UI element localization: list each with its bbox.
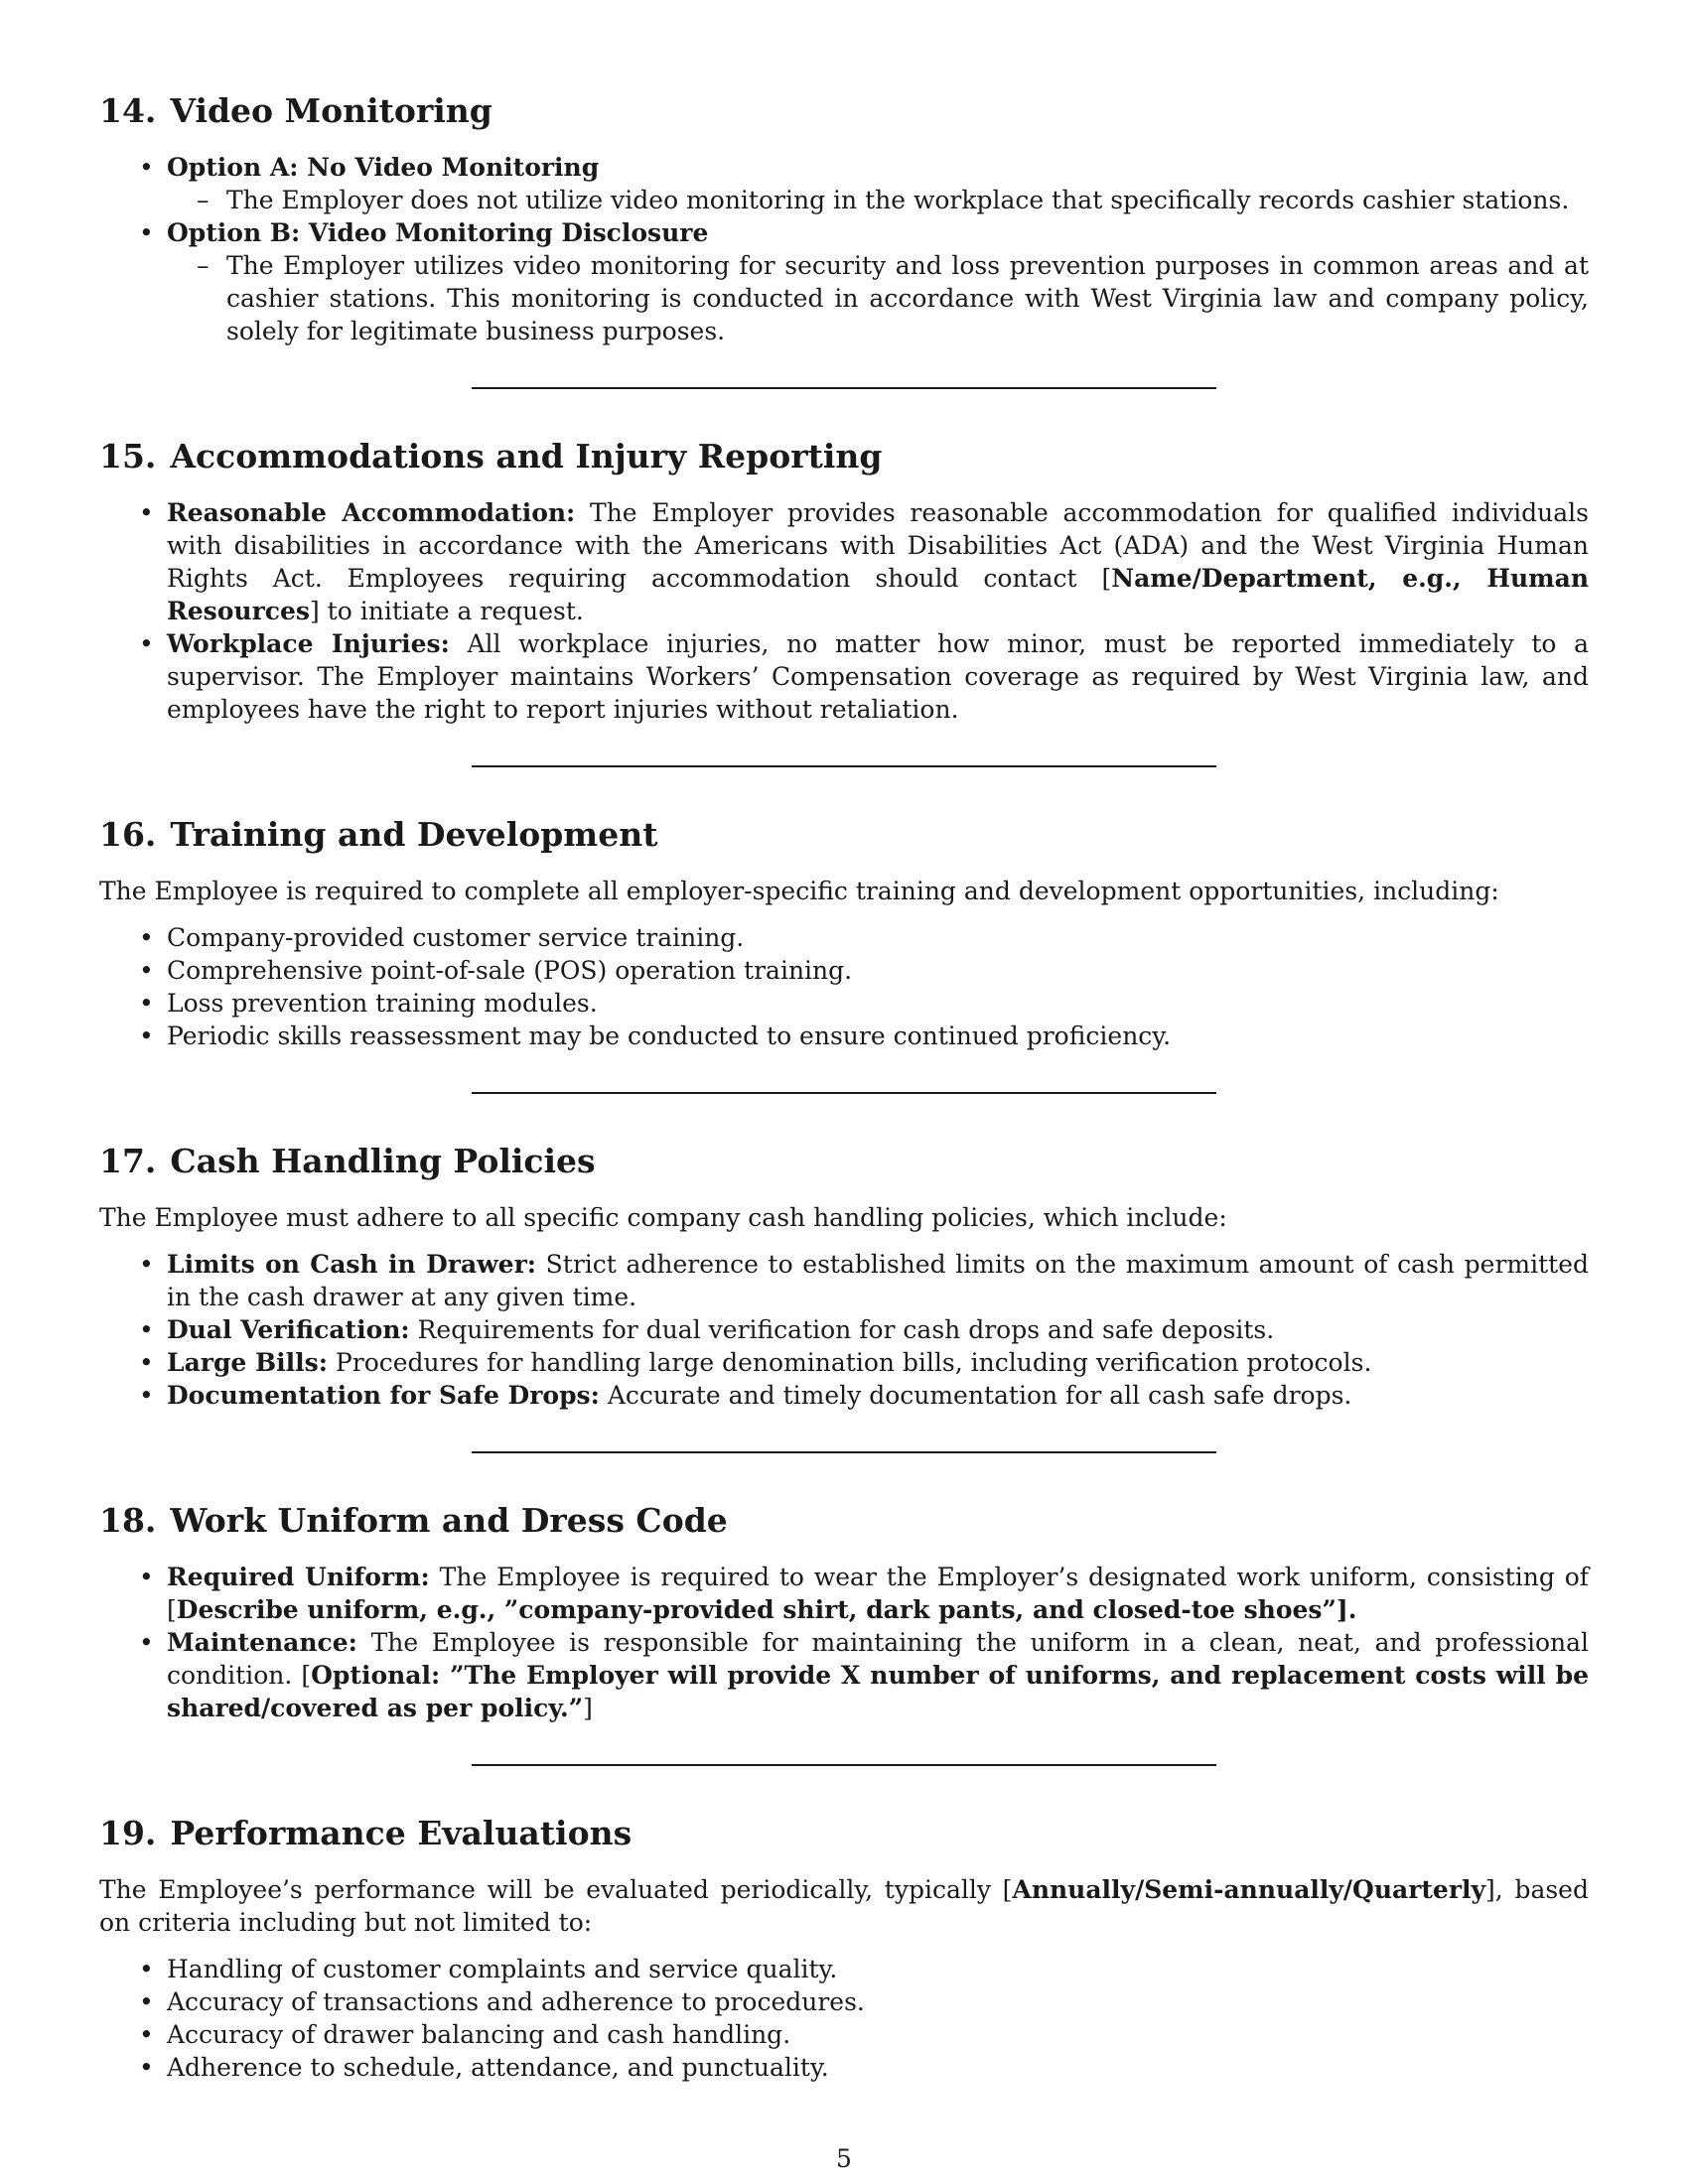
item-label: Dual Verification:	[167, 1315, 410, 1344]
list-item	[167, 1561, 1589, 1626]
list-item: • Accuracy of transactions and adherence to procedures.	[167, 1985, 1589, 2018]
section-number: 15.	[99, 437, 157, 476]
section-title: Performance Evaluations	[170, 1814, 633, 1852]
list-item: • Accuracy of drawer balancing and cash handling.	[167, 2018, 1589, 2051]
list-item: • Loss prevention training modules.	[167, 987, 1589, 1020]
item-label: Required Uniform:	[167, 1563, 430, 1591]
list-item	[167, 627, 1589, 726]
list-item: • Periodic skills reassessment may be conducted to ensure continued proficiency.	[167, 1020, 1589, 1052]
option-list	[99, 151, 1589, 347]
section-16-training	[99, 815, 1589, 1052]
placeholder-text: Name/Department, e.g., Human Resources	[167, 564, 1589, 625]
section-intro	[99, 1873, 1589, 1939]
item-text: All workplace injuries, no matter how minor, must be reported immediately to a supervisor. The Employer maintains Workers’ Compensation coverage as required by West Virginia law, and employees have the right to report injuries without retaliation.	[167, 629, 1589, 724]
section-15-accommodations	[99, 437, 1589, 726]
section-heading	[99, 437, 1589, 477]
item-text: The Employee is responsible for maintaining the uniform in a clean, neat, and professional condition. [	[167, 1628, 1589, 1690]
section-18-uniform	[99, 1501, 1589, 1724]
section-number: 14.	[99, 91, 157, 130]
item-label: Reasonable Accommodation:	[167, 498, 576, 527]
sub-list-item: – The Employer utilizes video monitoring for security and loss prevention purposes in common areas and at cashier stations. This monitoring is conducted in accordance with West Virginia law and company policy, solely for legitimate business purposes.	[226, 249, 1589, 347]
sub-list-item: – The Employer does not utilize video monitoring in the workplace that specifically records cashier stations.	[226, 184, 1589, 216]
section-divider	[472, 387, 1216, 389]
list-item	[167, 1626, 1589, 1724]
section-heading	[99, 815, 1589, 855]
list-item: • Handling of customer complaints and service quality.	[167, 1953, 1589, 1985]
section-divider	[472, 1764, 1216, 1766]
section-number: 18.	[99, 1501, 157, 1540]
list-item	[167, 1346, 1589, 1379]
intro-text: ], based on criteria including but not limited to:	[99, 1875, 1589, 1937]
item-text: Procedures for handling large denomination bills, including verification protocols.	[327, 1348, 1372, 1377]
cash-policy-list	[99, 1248, 1589, 1412]
item-label: Documentation for Safe Drops:	[167, 1381, 600, 1410]
list-item	[167, 1248, 1589, 1313]
item-text: Accurate and timely documentation for all cash safe drops.	[599, 1381, 1352, 1410]
section-heading	[99, 91, 1589, 131]
page-number: 5	[836, 2144, 852, 2173]
criteria-list	[99, 1953, 1589, 2084]
section-number: 17.	[99, 1142, 157, 1180]
section-title: Cash Handling Policies	[170, 1142, 596, 1180]
placeholder-text: Describe uniform, e.g., ”company-provided shirt, dark pants, and closed-toe shoes”].	[176, 1595, 1357, 1624]
document-page	[99, 91, 1589, 2084]
section-title: Training and Development	[170, 815, 658, 854]
intro-text: The Employee’s performance will be evaluated periodically, typically [	[99, 1875, 1013, 1904]
item-text: The Employer provides reasonable accommodation for qualified individuals with disabilities in accordance with the Americans with Disabilities Act (ADA) and the West Virginia Human Rights Act. Employees requiring accommodation should contact [	[167, 498, 1589, 593]
uniform-list	[99, 1561, 1589, 1724]
list-item: • Comprehensive point-of-sale (POS) operation training.	[167, 954, 1589, 987]
section-heading	[99, 1501, 1589, 1541]
item-text: Requirements for dual verification for cash drops and safe deposits.	[409, 1315, 1275, 1344]
policy-list	[99, 496, 1589, 726]
section-intro: The Employee is required to complete all employer-specific training and development opportunities, including:	[99, 877, 1499, 905]
option-b-title: Option B: Video Monitoring Disclosure	[167, 218, 709, 247]
list-item: • Adherence to schedule, attendance, and punctuality.	[167, 2051, 1589, 2084]
item-text: The Employee is required to wear the Employer’s designated work uniform, consisting of [	[167, 1563, 1590, 1624]
section-divider	[472, 765, 1216, 767]
list-item	[167, 151, 1589, 216]
option-a-title: Option A: No Video Monitoring	[167, 153, 600, 182]
section-title: Video Monitoring	[170, 91, 492, 130]
section-divider	[472, 1092, 1216, 1094]
section-19-performance	[99, 1814, 1589, 2084]
training-list	[99, 921, 1589, 1052]
section-title: Accommodations and Injury Reporting	[170, 437, 883, 476]
list-item	[167, 1379, 1589, 1412]
item-text: Strict adherence to established limits on the maximum amount of cash permitted in the cash drawer at any given time.	[167, 1250, 1589, 1311]
item-label: Workplace Injuries:	[167, 629, 450, 658]
section-heading	[99, 1814, 1589, 1853]
section-number: 16.	[99, 815, 157, 854]
placeholder-text: Optional: ”The Employer will provide X number of uniforms, and replacement costs will be shared/covered as per policy.”	[167, 1661, 1589, 1722]
item-label: Limits on Cash in Drawer:	[167, 1250, 536, 1279]
sub-list	[167, 184, 1589, 216]
section-14-video-monitoring	[99, 91, 1589, 347]
section-intro: The Employee must adhere to all specific company cash handling policies, which include:	[99, 1203, 1227, 1232]
section-divider	[472, 1451, 1216, 1453]
item-label: Maintenance:	[167, 1628, 357, 1657]
item-text: ]	[583, 1694, 593, 1722]
sub-list	[167, 249, 1589, 347]
list-item	[167, 1313, 1589, 1346]
item-text: ] to initiate a request.	[309, 597, 584, 625]
section-number: 19.	[99, 1814, 157, 1852]
list-item	[167, 216, 1589, 347]
list-item	[167, 496, 1589, 627]
section-heading	[99, 1142, 1589, 1181]
section-17-cash-handling	[99, 1142, 1589, 1412]
list-item: • Company-provided customer service training.	[167, 921, 1589, 954]
placeholder-text: Annually/Semi-annually/Quarterly	[1012, 1875, 1486, 1904]
section-title: Work Uniform and Dress Code	[170, 1501, 728, 1540]
item-label: Large Bills:	[167, 1348, 328, 1377]
